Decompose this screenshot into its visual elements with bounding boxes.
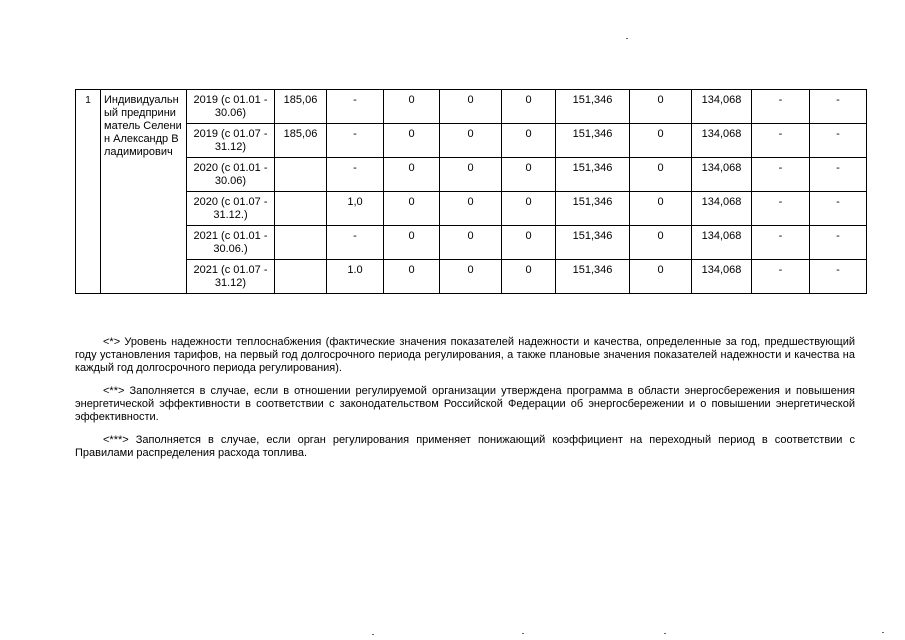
table-cell: 0 [630, 158, 692, 192]
table-cell [275, 226, 327, 260]
period-cell: 2019 (с 01.07 - 31.12) [187, 124, 275, 158]
table-cell: 185,06 [275, 90, 327, 124]
row-number-cell: 1 [76, 90, 101, 294]
table-cell: - [752, 124, 810, 158]
table-cell: 1,0 [327, 192, 384, 226]
table-cell: - [752, 192, 810, 226]
table-cell: 0 [502, 124, 556, 158]
table-cell: 151,346 [556, 158, 630, 192]
table-cell: 0 [630, 192, 692, 226]
period-cell: 2021 (с 01.07 - 31.12) [187, 260, 275, 294]
entity-name-cell: Индивидуальный предприниматель Селенин Александр Владимирович [101, 90, 187, 294]
table-cell: - [810, 226, 867, 260]
table-cell: 0 [502, 260, 556, 294]
table-cell: - [327, 90, 384, 124]
table-cell: 0 [630, 226, 692, 260]
table-cell: 134,068 [692, 158, 752, 192]
table-cell: 0 [440, 158, 502, 192]
period-cell: 2019 (с 01.01 - 30.06) [187, 90, 275, 124]
table-cell: 0 [384, 260, 440, 294]
table-cell: 151,346 [556, 260, 630, 294]
table-cell: - [752, 158, 810, 192]
table-cell: 134,068 [692, 124, 752, 158]
table-row [76, 158, 867, 192]
tariff-table [75, 89, 867, 294]
table-row [76, 260, 867, 294]
footnotes [75, 336, 855, 470]
table-row [76, 90, 867, 124]
table-row [76, 192, 867, 226]
table-row [76, 226, 867, 260]
table-row [76, 124, 867, 158]
scan-speck [664, 633, 666, 634]
table-cell: - [327, 158, 384, 192]
table-cell: 0 [502, 192, 556, 226]
table-cell: 151,346 [556, 226, 630, 260]
table-cell: 134,068 [692, 260, 752, 294]
footnote-fuel-coefficient: <***> Заполняется в случае, если орган регулирования применяет понижающий коэффициент на переходный период в соответствии с Правилами распределения расхода топлива. [75, 434, 855, 459]
table-cell: 151,346 [556, 90, 630, 124]
table-cell: 0 [502, 158, 556, 192]
table-cell: - [810, 90, 867, 124]
scan-speck [626, 38, 628, 39]
table-cell: - [752, 90, 810, 124]
period-cell: 2021 (с 01.01 - 30.06.) [187, 226, 275, 260]
table-cell: 0 [384, 124, 440, 158]
table-cell: 0 [440, 192, 502, 226]
scan-speck [882, 632, 884, 633]
footnote-reliability: <*> Уровень надежности теплоснабжения (фактические значения показателей надежности и качества, определенные за год, предшествующий году установления тарифов, на первый год долгосрочного периода регулирования, а также плановые значения показателей надежности и качества на каждый год долгосрочного периода регулирования). [75, 336, 855, 374]
table-cell: - [752, 226, 810, 260]
table-cell: 1.0 [327, 260, 384, 294]
table-cell: 0 [384, 226, 440, 260]
table-cell: 0 [630, 90, 692, 124]
table-cell [275, 260, 327, 294]
table-cell: 0 [440, 226, 502, 260]
table-cell: 0 [440, 90, 502, 124]
table-cell: 151,346 [556, 124, 630, 158]
table-cell: - [810, 158, 867, 192]
footnote-energy-saving: <**> Заполняется в случае, если в отношении регулируемой организации утверждена программа в области энергосбережения и повышения энергетической эффективности в соответствии с законодательством Российской Федерации об энергосбережении и о повышении энергетической эффективности. [75, 385, 855, 423]
table-cell: 0 [384, 90, 440, 124]
table-cell: 0 [630, 124, 692, 158]
table-cell: 151,346 [556, 192, 630, 226]
period-cell: 2020 (с 01.07 - 31.12.) [187, 192, 275, 226]
table-cell: 0 [384, 192, 440, 226]
table-cell: 0 [502, 226, 556, 260]
table-cell: 0 [440, 260, 502, 294]
table-cell: - [327, 226, 384, 260]
scan-speck [372, 634, 374, 635]
table-cell: - [810, 192, 867, 226]
table-cell: - [327, 124, 384, 158]
table-cell [275, 192, 327, 226]
table-cell: - [752, 260, 810, 294]
table-cell: 134,068 [692, 192, 752, 226]
table-cell: 185,06 [275, 124, 327, 158]
table-cell: 134,068 [692, 226, 752, 260]
table-cell: - [810, 260, 867, 294]
table-cell: - [810, 124, 867, 158]
table-cell: 0 [630, 260, 692, 294]
scan-speck [522, 633, 524, 634]
table-cell: 134,068 [692, 90, 752, 124]
period-cell: 2020 (с 01.01 - 30.06) [187, 158, 275, 192]
table-cell: 0 [384, 158, 440, 192]
table-cell: 0 [440, 124, 502, 158]
table-cell [275, 158, 327, 192]
table-cell: 0 [502, 90, 556, 124]
